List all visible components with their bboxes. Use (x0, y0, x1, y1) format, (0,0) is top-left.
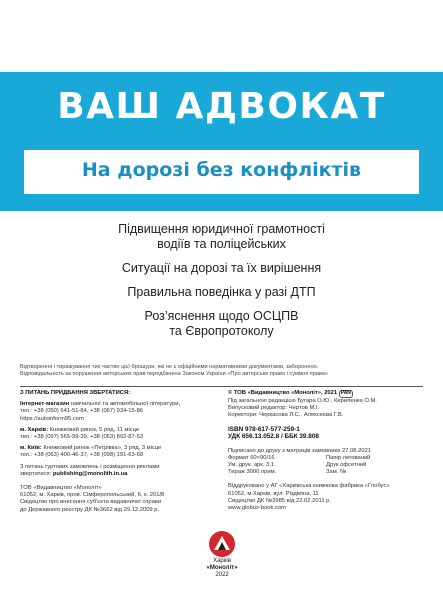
subtitle-box (24, 150, 419, 194)
printer-website[interactable]: www.globus-book.com (228, 504, 286, 511)
monolith-logo-icon (208, 530, 236, 558)
copyright-notice: Відтворення і тиражування тих частин цієї брошури, які не є офіційними нормативними документами, заборонено. Відповідальність за порушення авторських прав передбачена Законом України «Про авторське право і суміжні права» (20, 364, 329, 377)
topic-list (40, 222, 403, 348)
topic-item: Правильна поведінка у разі ДТП (127, 285, 316, 299)
book-title: ВАШ АДВОКАТ (57, 86, 386, 127)
imprint-info: © ТОВ «Видавництво «Моноліт», 2021 PAN Під загальною редакцією Бугара О.Ю., Кириленка О.М. Випусковий редактор: Чертов М.І. Коректори: Черкасова Л.С., Алексеєва Г.В. ISBN 978-617-577-259-1 УДК 656.13.052.8 / ББК 39.808 Підписано до друку з матриців замовника 27.08.2021 Формат 60×90/16 Папір легований Ум. друк. арк. 3,1 Друк офсетний Тираж 3000 прим. Зам. № Віддруковано у АТ «Харківська книжкова фабрика «Глобус» 61052, м.Харків, вул. Різдвяна, 11 Свідоцтво ДК №3985 від 22.02.2011 р. www.globus-book.com (228, 390, 423, 512)
purchase-info: З ПИТАНЬ ПРИДБАННЯ ЗВЕРТАТИСЯ: Інтернет-магазин навчальної та автомобільної літератури, тел.: +38 (050) 541-51-84, +38 (067) 934-15-86 https://autoinform95.com м. Харків: Книжковий ринок, 5 ряд, 11 місце тел.: +38 (097) 565-99-39, +38 (063) 892-87-53 м. Київ: Книжковий ринок «Петрівка», 3 ряд, 3 місце тел.: +38 (063) 400-46-37, +38 (098) 191-63-68 З питань гуртових замовлень і розміщення реклами звертатися: publishing@monolith.in.ua ТОВ «Видавництво «Моноліт» 61052, м. Харків, пров. Сімферопольський, 6, к. 201/8 Свідоцтво про внесення суб’єкта видавничої справи до Державного реєстру ДК №3662 від 29.12.2009 р. (20, 390, 205, 514)
publisher-logo: Харків «Моноліт» 2022 (199, 530, 245, 579)
copyright-line: © ТОВ «Видавництво «Моноліт», 2021 (228, 390, 338, 396)
isbn: ISBN 978-617-577-259-1 (228, 426, 300, 434)
divider (20, 386, 423, 387)
website-link[interactable]: https://autoinform95.com (20, 415, 84, 422)
topic-item: Роз’яснення щодо ОСЦПВ та Європротоколу (144, 309, 299, 338)
purchase-heading: З ПИТАНЬ ПРИДБАННЯ ЗВЕРТАТИСЯ: (20, 390, 131, 396)
book-subtitle: На дорозі без конфліктів (81, 159, 362, 181)
udk: УДК 656.13.052.8 / ББК 39.808 (228, 433, 319, 441)
topic-item: Ситуації на дорозі та їх вирішення (121, 261, 322, 275)
cover-banner (0, 72, 443, 211)
topic-item: Підвищення юридичної грамотності водіїв та поліцейських (118, 222, 325, 251)
email-link[interactable]: publishing@monolith.in.ua (52, 470, 128, 477)
pan-badge: PAN (340, 390, 351, 396)
